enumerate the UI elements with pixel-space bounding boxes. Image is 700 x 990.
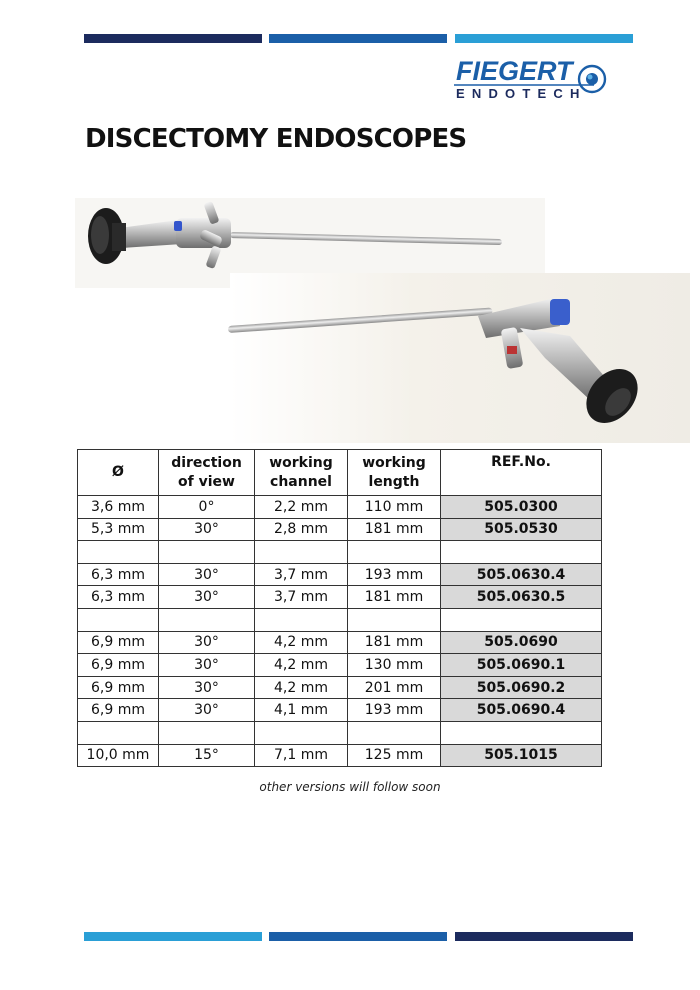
cell-working-channel: 4,1 mm xyxy=(255,699,348,722)
cell-working-channel: 7,1 mm xyxy=(255,744,348,767)
cell-working-channel: 4,2 mm xyxy=(255,676,348,699)
cell-working-length xyxy=(348,721,441,744)
cell-ref-no xyxy=(441,541,602,564)
endoscope-photo xyxy=(0,178,700,443)
cell-diameter: 5,3 mm xyxy=(78,518,159,541)
footer-bar-blue xyxy=(269,932,447,941)
cell-working-channel: 4,2 mm xyxy=(255,654,348,677)
table-row xyxy=(78,518,602,541)
cell-working-length: 193 mm xyxy=(348,699,441,722)
header-bar-blue xyxy=(269,34,447,43)
cell-diameter: 6,3 mm xyxy=(78,563,159,586)
cell-diameter: 6,9 mm xyxy=(78,654,159,677)
cell-working-length: 193 mm xyxy=(348,563,441,586)
cell-working-channel: 2,8 mm xyxy=(255,518,348,541)
cell-working-channel xyxy=(255,541,348,564)
cell-diameter xyxy=(78,541,159,564)
table-row xyxy=(78,699,602,722)
cell-ref-no: 505.0530 xyxy=(441,518,602,541)
cell-ref-no: 505.0630.5 xyxy=(441,586,602,609)
header-direction-of-view: direction of view xyxy=(159,450,255,496)
cell-direction-of-view: 30° xyxy=(159,654,255,677)
cell-ref-no: 505.0690.2 xyxy=(441,676,602,699)
header-bar-navy xyxy=(84,34,262,43)
cell-working-channel: 3,7 mm xyxy=(255,586,348,609)
header-diameter: Ø xyxy=(78,450,159,496)
cell-working-length xyxy=(348,541,441,564)
cell-working-length: 130 mm xyxy=(348,654,441,677)
logo-brand: FIEGERT xyxy=(456,56,573,86)
table-row xyxy=(78,563,602,586)
cell-direction-of-view: 0° xyxy=(159,496,255,519)
cell-direction-of-view: 30° xyxy=(159,676,255,699)
cell-working-channel xyxy=(255,721,348,744)
fiegert-logo xyxy=(452,52,612,110)
cell-direction-of-view: 30° xyxy=(159,518,255,541)
cell-working-channel: 3,7 mm xyxy=(255,563,348,586)
table-row xyxy=(78,721,602,744)
table-body xyxy=(78,496,602,767)
cell-working-length: 201 mm xyxy=(348,676,441,699)
cell-working-length xyxy=(348,608,441,631)
cell-working-channel: 2,2 mm xyxy=(255,496,348,519)
cell-diameter: 3,6 mm xyxy=(78,496,159,519)
header-working-length: working length xyxy=(348,450,441,496)
cell-diameter: 6,9 mm xyxy=(78,631,159,654)
cell-diameter: 10,0 mm xyxy=(78,744,159,767)
table-header-row xyxy=(78,450,602,496)
table-row xyxy=(78,586,602,609)
cell-diameter: 6,9 mm xyxy=(78,676,159,699)
cell-working-length: 110 mm xyxy=(348,496,441,519)
table-row xyxy=(78,654,602,677)
header-bar-lightblue xyxy=(455,34,633,43)
cell-direction-of-view xyxy=(159,541,255,564)
cell-direction-of-view: 30° xyxy=(159,699,255,722)
cell-ref-no: 505.1015 xyxy=(441,744,602,767)
cell-direction-of-view: 30° xyxy=(159,586,255,609)
cell-working-length: 181 mm xyxy=(348,586,441,609)
cell-diameter: 6,9 mm xyxy=(78,699,159,722)
cell-ref-no xyxy=(441,721,602,744)
logo-brand-sub: ENDOTECH xyxy=(456,86,587,101)
cell-ref-no: 505.0300 xyxy=(441,496,602,519)
cell-direction-of-view xyxy=(159,608,255,631)
cell-diameter xyxy=(78,721,159,744)
cell-ref-no: 505.0630.4 xyxy=(441,563,602,586)
cell-working-length: 181 mm xyxy=(348,518,441,541)
cell-ref-no: 505.0690.1 xyxy=(441,654,602,677)
cell-direction-of-view xyxy=(159,721,255,744)
table-row xyxy=(78,676,602,699)
cell-ref-no: 505.0690.4 xyxy=(441,699,602,722)
cell-working-channel: 4,2 mm xyxy=(255,631,348,654)
table-row xyxy=(78,744,602,767)
cell-working-length: 125 mm xyxy=(348,744,441,767)
cell-direction-of-view: 30° xyxy=(159,631,255,654)
page-title: DISCECTOMY ENDOSCOPES xyxy=(85,124,467,154)
footer-bar-navy xyxy=(455,932,633,941)
cell-diameter xyxy=(78,608,159,631)
footnote: other versions will follow soon xyxy=(259,780,441,794)
table-row xyxy=(78,631,602,654)
table-row xyxy=(78,496,602,519)
cell-working-length: 181 mm xyxy=(348,631,441,654)
spec-table xyxy=(77,449,602,767)
cell-direction-of-view: 30° xyxy=(159,563,255,586)
table-row xyxy=(78,541,602,564)
cell-direction-of-view: 15° xyxy=(159,744,255,767)
table-row xyxy=(78,608,602,631)
cell-diameter: 6,3 mm xyxy=(78,586,159,609)
cell-working-channel xyxy=(255,608,348,631)
cell-ref-no xyxy=(441,608,602,631)
footer-bar-lightblue xyxy=(84,932,262,941)
header-ref-no: REF.No. xyxy=(441,450,602,496)
cell-ref-no: 505.0690 xyxy=(441,631,602,654)
header-working-channel: working channel xyxy=(255,450,348,496)
